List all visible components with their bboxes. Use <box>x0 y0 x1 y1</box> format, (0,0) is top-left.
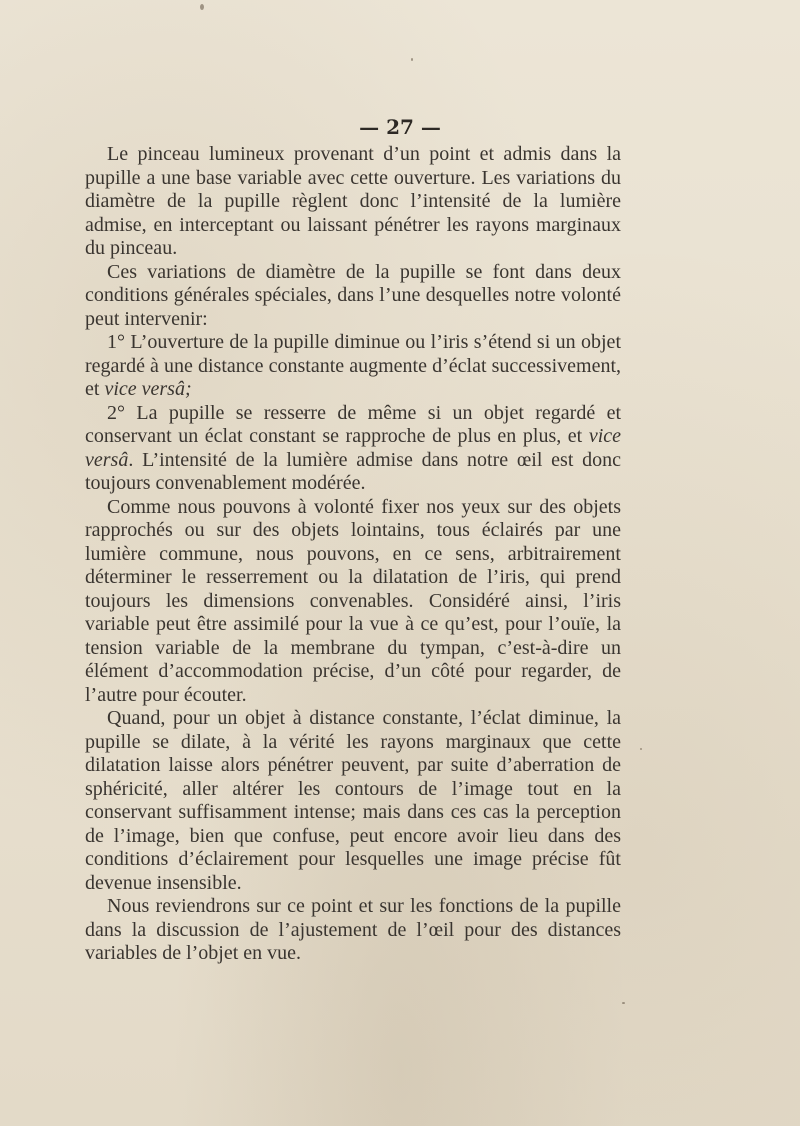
paper-speck <box>622 1002 625 1004</box>
italic-phrase: vice versâ <box>85 425 621 471</box>
paragraph: Nous reviendrons sur ce point et sur les fonctions de la pupille dans la discussion de l’ajustement de l’œil pour des distances variables de l’objet en vue. <box>85 895 621 964</box>
page-number: — 27 — <box>359 115 441 139</box>
paragraph: Quand, pour un objet à distance constante, l’éclat diminue, la pupille se dilate, à la vérité les rayons marginaux que cette dilatation laisse alors pénétrer peuvent, par suite d’aberration de sphéricité, aller altérer les contours de l’image tout en la conservant suffisamment intense; mais dans ces cas la perception de l’image, bien que confuse, peut encore avoir lieu dans des conditions d’éclairement pour lesquelles une image précise fût devenue insensible. <box>85 707 621 894</box>
paragraph: Comme nous pouvons à volonté fixer nos yeux sur des objets rapprochés ou sur des objets lointains, tous éclairés par une lumière commune, nous pouvons, en ce sens, arbitrairement déterminer le resserrement ou la dilatation de l’iris, qui prend toujours les dimensions convenables. Considéré ainsi, l’iris variable peut être assimilé pour la vue à ce qu’est, pour l’ouïe, la tension variable de la membrane du tympan, c’est-à-dire un élément d’accommodation précise, d’un côté pour regarder, de l’autre pour écouter. <box>85 495 621 706</box>
paragraph <box>85 402 621 496</box>
paper-speck <box>411 58 413 61</box>
paragraph-text: 1° L’ouverture de la pupille diminue ou l’iris s’étend si un objet regardé à une distance constante augmente d’éclat successivement, et <box>85 331 621 400</box>
paper-speck <box>200 4 204 10</box>
paragraph <box>85 331 621 402</box>
paper-speck <box>640 748 642 750</box>
italic-phrase: vice versâ; <box>104 378 192 400</box>
paragraph-text: . L’intensité de la lumière admise dans notre œil est donc toujours convenablement modérée. <box>85 448 621 494</box>
paragraph-text: 2° La pupille se resserre de même si un objet regardé et conservant un éclat constant se rapproche de plus en plus, et <box>85 401 621 447</box>
paragraph: Ces variations de diamètre de la pupille se font dans deux conditions générales spéciales, dans l’une desquelles notre volonté peut intervenir: <box>85 260 621 330</box>
body-text <box>85 143 621 966</box>
paragraph: Le pinceau lumineux provenant d’un point et admis dans la pupille a une base variable avec cette ouverture. Les variations du diamètre de la pupille règlent donc l’intensité de la lumière admise, en interceptant ou laissant pénétrer les rayons marginaux du pinceau. <box>85 143 621 259</box>
